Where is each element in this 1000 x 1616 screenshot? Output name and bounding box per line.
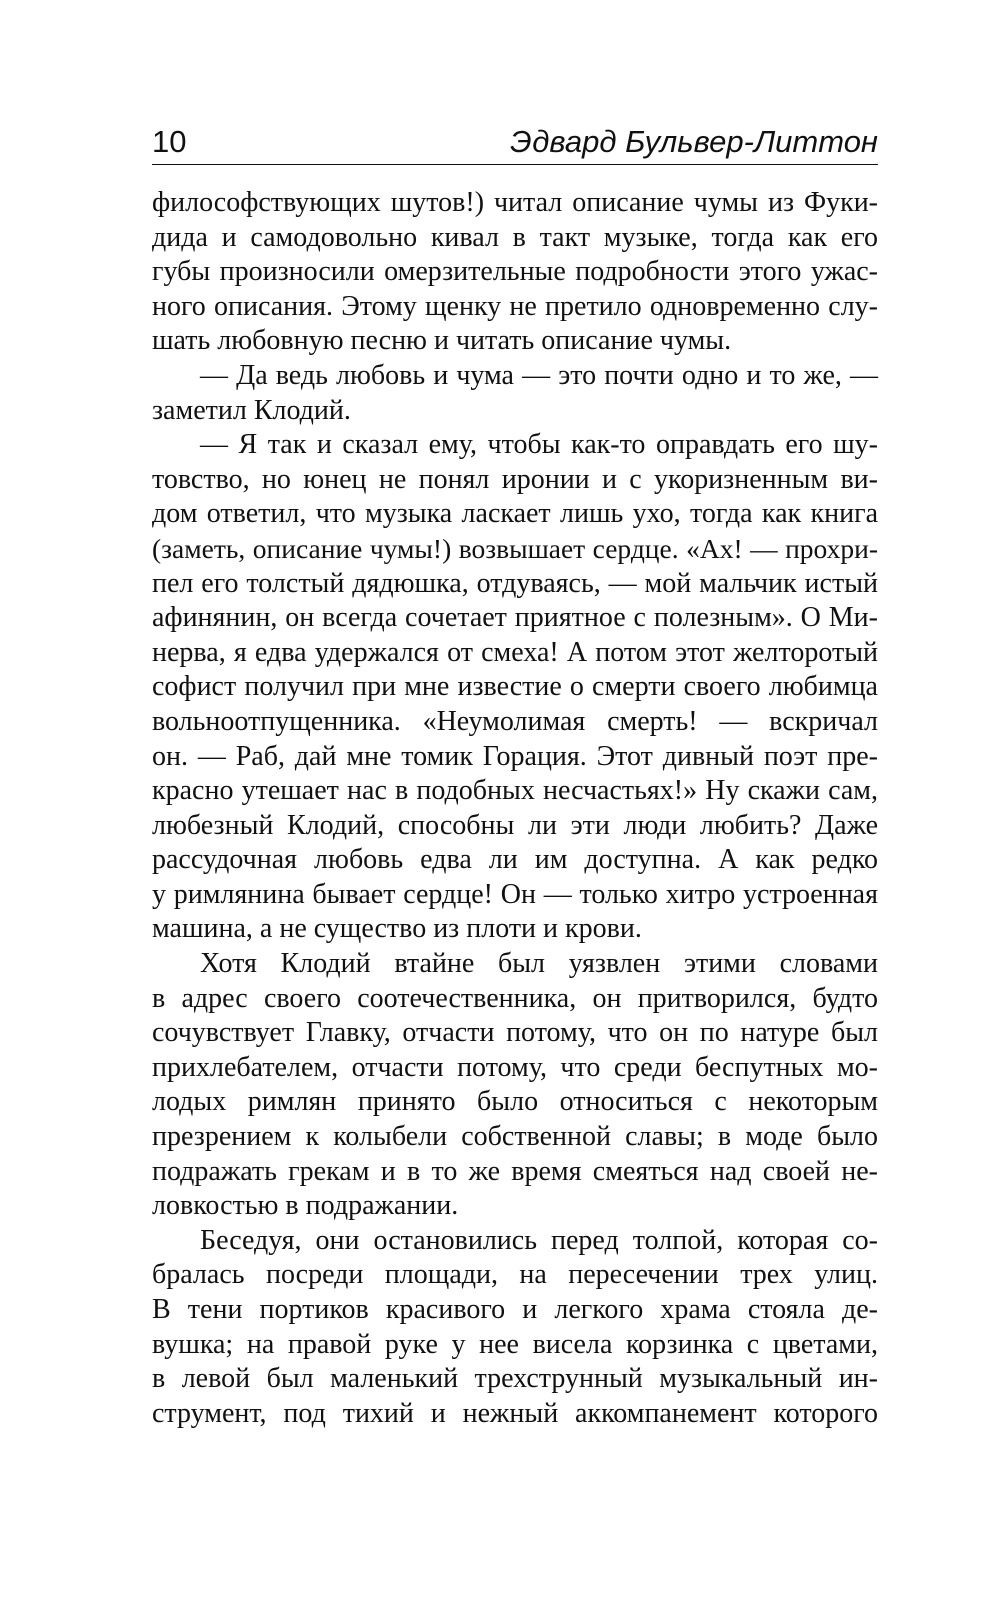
text-line: лодых римлян принято было относиться с некоторым [152, 1086, 878, 1118]
text-line: в адрес своего соотечественника, он притворился, будто [152, 982, 878, 1014]
text-line: подражать грекам и в то же время смеяться над своей не- [152, 1155, 878, 1187]
text-line: ного описания. Этому щенку не претило одновременно слу- [152, 290, 878, 322]
text-line: софист получил при мне известие о смерти своего любимца [152, 671, 878, 703]
page-number: 10 [152, 124, 187, 159]
text-line: — Да ведь любовь и чума — это почти одно и то же, — [200, 359, 878, 391]
text-line: дом ответил, что музыка ласкает лишь ухо, тогда как книга [152, 498, 878, 530]
text-line: афинянин, он всегда сочетает приятное с полезным». О Ми- [152, 602, 878, 634]
text-line: Беседуя, они остановились перед толпой, которая со- [200, 1224, 878, 1256]
text-line: рассудочная любовь едва ли им доступна. А как редко [152, 844, 878, 876]
text-line: он. — Раб, дай мне томик Горация. Этот дивный поэт пре- [152, 740, 878, 772]
text-line: красно утешает нас в подобных несчастьях!» Ну скажи сам, [152, 775, 878, 807]
text-line: у римлянина бывает сердце! Он — только хитро устроенная [152, 878, 878, 910]
body-text [152, 186, 878, 1431]
text-line: вольноотпущенника. «Неумолимая смерть! — вскричал [152, 705, 878, 737]
text-line: прихлебателем, отчасти потому, что среди беспутных мо- [152, 1051, 878, 1083]
text-line: философствующих шутов!) читал описание чумы из Фуки- [152, 187, 878, 218]
text-line: в левой был маленький трехструнный музыкальный ин- [152, 1363, 878, 1395]
text-line: товство, но юнец не понял иронии и с укоризненным ви- [152, 463, 878, 495]
text-line: пел его толстый дядюшка, отдуваясь, — мой мальчик истый [152, 567, 878, 599]
text-line: дида и самодовольно кивал в такт музыке, тогда как его [152, 221, 878, 253]
text-line: губы произносили омерзительные подробности этого ужас- [152, 256, 878, 288]
text-line: нерва, я едва удержался от смеха! А потом этот желторотый [152, 636, 878, 668]
text-line: сочувствует Главку, отчасти потому, что он по натуре был [152, 1017, 878, 1049]
header-rule [152, 164, 878, 165]
text-line: Хотя Клодий втайне был уязвлен этими словами [200, 948, 878, 980]
text-line: В тени портиков красивого и легкого храма стояла де- [152, 1294, 878, 1325]
text-line: — Я так и сказал ему, чтобы как-то оправдать его шу- [200, 429, 878, 461]
text-line: вушка; на правой руке у нее висела корзинка с цветами, [152, 1328, 878, 1360]
text-line: (заметь, описание чумы!) возвышает сердце. «Ах! — прохри- [152, 532, 878, 564]
text-line: бралась посреди площади, на пересечении трех улиц. [152, 1259, 878, 1291]
text-line: любезный Клодий, способны ли эти люди любить? Даже [152, 809, 878, 841]
text-line: ловкостью в подражании. [152, 1190, 459, 1222]
running-title: Эдвард Бульвер-Литтон [510, 124, 878, 159]
text-line: презрением к колыбели собственной славы; в моде было [152, 1121, 878, 1153]
text-line: шать любовную песню и читать описание чумы. [152, 325, 732, 357]
text-line: струмент, под тихий и нежный аккомпанемент которого [152, 1397, 878, 1429]
running-head [152, 120, 878, 164]
text-line: заметил Клодий. [152, 394, 351, 426]
text-line: машина, а не существо из плоти и крови. [152, 913, 642, 945]
